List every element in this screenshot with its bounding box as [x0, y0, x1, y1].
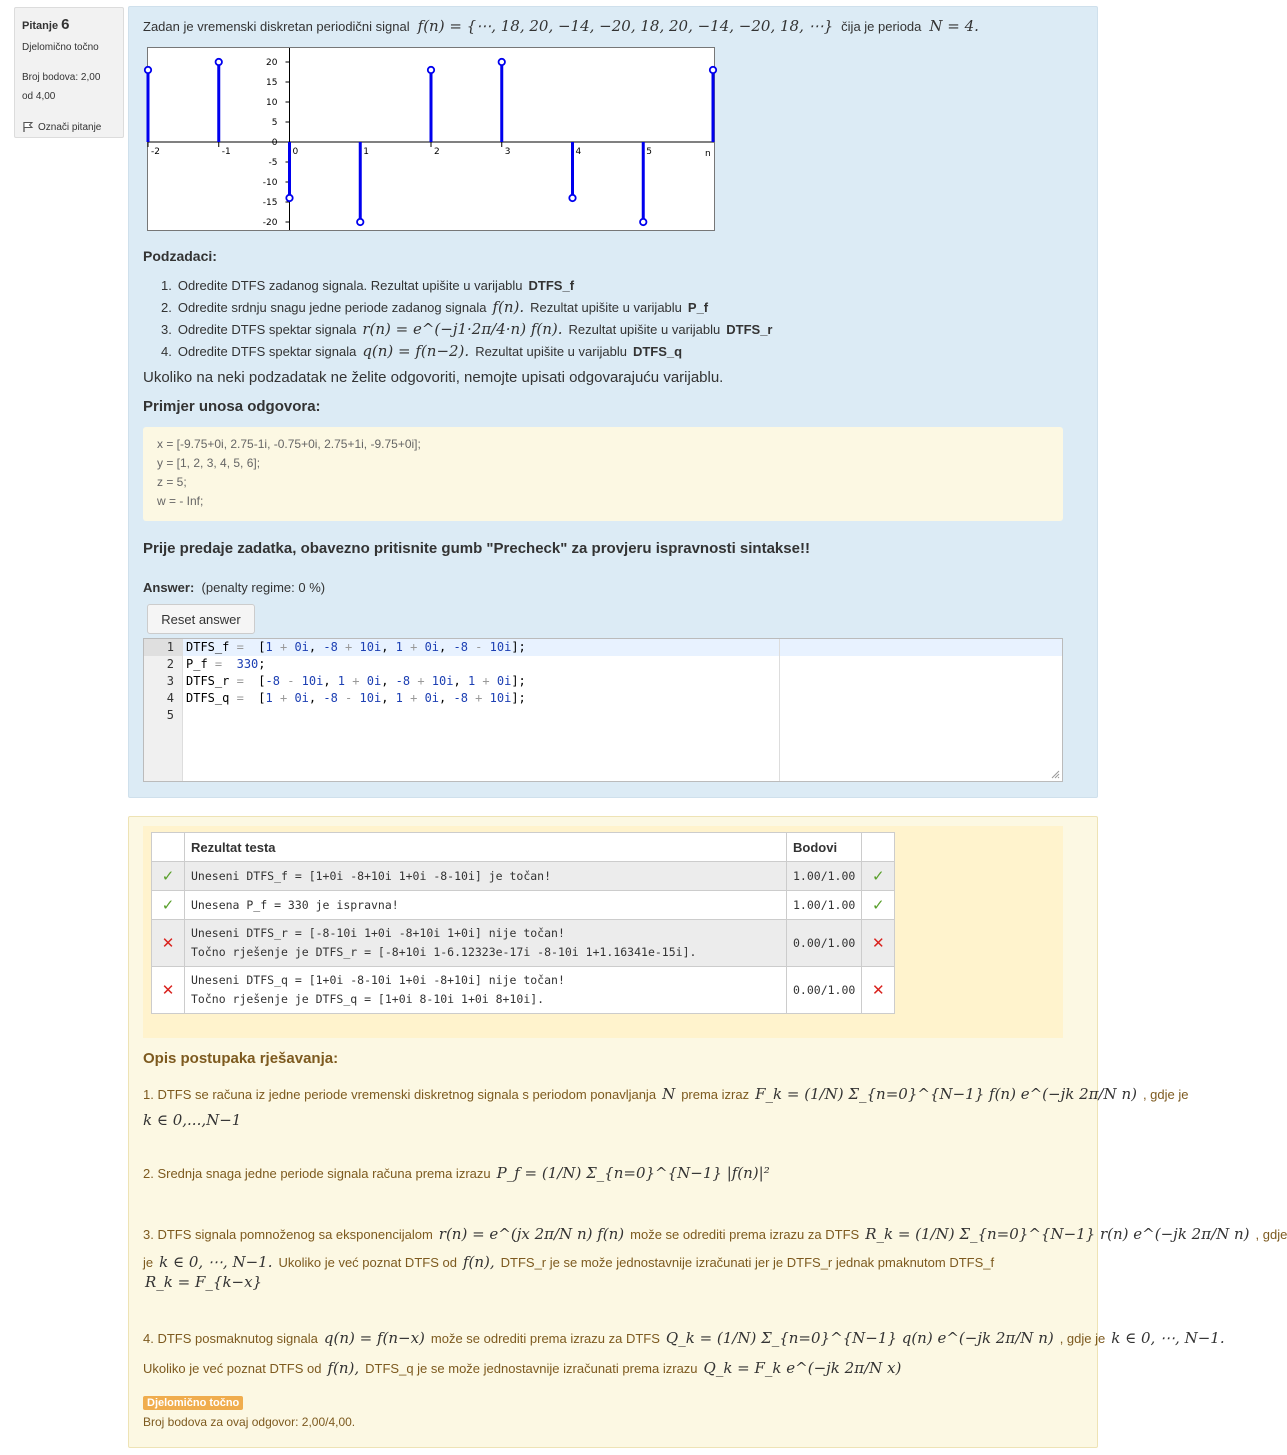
check-icon: ✓: [152, 862, 185, 891]
test-results-wrapper: [143, 826, 1063, 1038]
step-formula: k ∈ 0,...,N−1: [143, 1111, 242, 1129]
solution-step-4-line2: [143, 1359, 901, 1377]
y-tick-label: 5: [271, 118, 278, 128]
subtask-var: DTFS_r: [726, 321, 773, 337]
flag-question-link[interactable]: [22, 121, 101, 133]
stem-marker: [428, 67, 434, 73]
x-axis-label: n: [705, 149, 711, 159]
step-text: 1. DTFS se računa iz jedne periode vremenski diskretnog signala s periodom ponavljanja: [143, 1086, 657, 1102]
solution-step-4: [143, 1329, 1225, 1347]
col-result-header: Rezultat testa: [185, 833, 787, 862]
stem-marker: [216, 59, 222, 65]
solution-step-3-line2: [143, 1253, 994, 1271]
col-points-header: Bodovi: [787, 833, 862, 862]
step-text: prema izraz: [681, 1086, 750, 1102]
y-tick-label: -15: [262, 198, 278, 208]
example-line: w = - Inf;: [157, 494, 204, 508]
y-tick-label: 10: [266, 98, 278, 108]
test-results-table: [151, 832, 895, 1014]
step-formula: R_k = F_{k−x}: [145, 1273, 263, 1291]
x-tick-label: 1: [363, 147, 369, 157]
stem-marker: [710, 67, 716, 73]
step-formula: k ∈ 0, ⋯, N−1.: [1111, 1329, 1225, 1347]
subtask-num: 2.: [161, 299, 172, 315]
flag-icon: [22, 121, 34, 133]
result-text: Uneseni DTFS_f = [1+0i -8+10i 1+0i -8-10i] je točan!: [191, 868, 552, 883]
result-points: 0.00/1.00: [787, 967, 862, 1014]
stem-marker: [145, 67, 151, 73]
step-formula: k ∈ 0, ⋯, N−1.: [159, 1253, 273, 1271]
solution-step-3: [143, 1225, 1287, 1243]
reset-answer-button[interactable]: Reset answer: [147, 604, 255, 634]
step-formula: f(n),: [462, 1253, 495, 1271]
code-line-2: P_f = 330;: [186, 657, 266, 671]
question-panel: [128, 6, 1098, 798]
line-number: 3: [166, 674, 174, 688]
subtask-3: [161, 318, 773, 340]
line-number-gutter: [144, 639, 183, 781]
subtask-var: P_f: [687, 299, 709, 315]
subtask-text: Odredite DTFS spektar signala: [177, 321, 357, 337]
result-text: Uneseni DTFS_r = [-8-10i 1+0i -8+10i 1+0i] nije točan!: [191, 926, 565, 940]
subtask-var: DTFS_q: [632, 343, 683, 359]
stem-marker: [286, 195, 292, 201]
y-tick-label: 20: [266, 58, 278, 68]
table-header: [152, 833, 895, 862]
subtask-formula: f(n).: [492, 298, 525, 316]
y-tick-label: -5: [268, 158, 278, 168]
subtask-1: [161, 274, 773, 296]
code-line-1: DTFS_f = [1 + 0i, -8 + 10i, 1 + 0i, -8 - 10i];: [186, 640, 526, 654]
result-text: Uneseni DTFS_q = [1+0i -8-10i 1+0i -8+10i] nije točan!: [191, 973, 565, 987]
step-text: , gdje je: [1142, 1086, 1189, 1102]
step-formula: r(n) = e^(jx 2π/N n) f(n): [438, 1225, 625, 1243]
status-badge: Djelomično točno: [143, 1396, 243, 1410]
subtask-2: [161, 296, 773, 318]
step-text: DTFS_q je se može jednostavnije izračunati prema izrazu: [365, 1360, 698, 1376]
result-correct-text: Točno rješenje je DTFS_r = [-8+10i 1-6.12323e-17i -8-10i 1+1.16341e-15i].: [191, 945, 697, 959]
subtask-var: DTFS_f: [528, 277, 575, 293]
step-formula: q(n) = f(n−x): [323, 1329, 425, 1347]
period-text: čija je perioda: [841, 18, 922, 34]
question-state: Djelomično točno: [22, 42, 99, 53]
subtask-num: 3.: [161, 321, 172, 337]
stem-marker: [499, 59, 505, 65]
result-correct-text: Točno rješenje je DTFS_q = [1+0i 8-10i 1+0i 8+10i].: [191, 992, 545, 1006]
result-points: 1.00/1.00: [787, 891, 862, 920]
step-formula: Q_k = F_k e^(−jk 2π/N x): [703, 1359, 902, 1377]
print-margin: [779, 639, 780, 781]
table-row: [152, 967, 895, 1014]
stem-marker: [640, 219, 646, 225]
question-info-box: [14, 7, 124, 138]
code-line-3: DTFS_r = [-8 - 10i, 1 + 0i, -8 + 10i, 1 + 0i];: [186, 674, 526, 688]
cross-icon: ✕: [862, 920, 895, 967]
table-row: [152, 891, 895, 920]
step-text: 2. Srednja snaga jedne periode signala računa prema izrazu: [143, 1165, 491, 1181]
intro-text: Zadan je vremenski diskretan periodični signal: [143, 18, 410, 34]
example-box: [143, 427, 1063, 521]
check-icon: ✓: [862, 862, 895, 891]
y-tick-label: -10: [262, 178, 278, 188]
subtasks-heading: Podzadaci:: [143, 248, 217, 264]
question-points: [22, 68, 100, 106]
code-line-4: DTFS_q = [1 + 0i, -8 - 10i, 1 + 0i, -8 + 10i];: [186, 691, 526, 705]
subtask-text2: Rezultat upišite u varijablu: [530, 299, 682, 315]
feedback-panel: [128, 816, 1287, 1448]
result-points: 0.00/1.00: [787, 920, 862, 967]
subtask-4: [161, 340, 773, 362]
step-formula: N: [662, 1085, 676, 1103]
code-content[interactable]: [186, 639, 526, 724]
cross-icon: ✕: [152, 920, 185, 967]
subtask-text2: Rezultat upišite u varijablu: [475, 343, 627, 359]
points-line1: Broj bodova: 2,00: [22, 72, 101, 83]
answer-label-text: Answer:: [143, 580, 195, 595]
answer-score: Broj bodova za ovaj odgovor: 2,00/4,00.: [143, 1415, 356, 1429]
points-line2: od 4,00: [22, 91, 56, 102]
stem-marker: [569, 195, 575, 201]
line-number: 5: [166, 708, 174, 722]
step-text: 3. DTFS signala pomnoženog sa eksponencijalom: [143, 1226, 433, 1242]
subtask-num: 4.: [161, 343, 172, 359]
result-text: Unesena P_f = 330 je ispravna!: [191, 897, 399, 912]
line-number: 2: [166, 657, 174, 671]
x-tick-label: -2: [151, 147, 160, 157]
result-points: 1.00/1.00: [787, 862, 862, 891]
flag-label: Označi pitanje: [38, 121, 102, 133]
skip-note: Ukoliko na neki podzadatak ne želite odgovoriti, nemojte upisati odgovarajuću varijablu.: [143, 369, 724, 386]
stem-marker: [357, 219, 363, 225]
solution-heading: Opis postupaka rješavanja:: [143, 1050, 339, 1067]
y-tick-label: 0: [271, 138, 278, 148]
solution-step-1: [143, 1085, 1189, 1103]
cross-icon: ✕: [862, 967, 895, 1014]
x-tick-label: 5: [646, 147, 652, 157]
step-text: Ukoliko je već poznat DTFS od: [278, 1254, 457, 1270]
subtask-formula: r(n) = e^(−j1·2π/4·n) f(n).: [362, 320, 563, 338]
question-number-value: 6: [61, 16, 70, 33]
x-tick-label: 3: [504, 147, 511, 157]
example-heading: Primjer unosa odgovora:: [143, 398, 321, 415]
step-text: , gdje: [1255, 1226, 1287, 1242]
solution-step-1-range: [143, 1111, 241, 1129]
step-text: 4. DTFS posmaknutog signala: [143, 1330, 318, 1346]
question-number: [22, 16, 69, 33]
answer-label: [143, 580, 325, 595]
step-formula: Q_k = (1/N) Σ_{n=0}^{N−1} q(n) e^(−jk 2π/N n): [665, 1329, 1054, 1347]
question-intro: [143, 17, 979, 35]
step-text: je: [143, 1254, 154, 1270]
subtask-text: Odredite DTFS zadanog signala. Rezultat upišite u varijablu: [177, 277, 523, 293]
line-number: 4: [166, 691, 174, 705]
x-tick-label: 4: [575, 147, 582, 157]
step-text: može se odrediti prema izrazu za DTFS: [430, 1330, 660, 1346]
step-formula: P_f = (1/N) Σ_{n=0}^{N−1} |f(n)|²: [496, 1164, 770, 1182]
x-tick-label: 2: [434, 147, 440, 157]
table-row: [152, 862, 895, 891]
period-formula: N = 4.: [929, 17, 979, 35]
step-text: DTFS_r je se može jednostavnije izračunati jer je DTFS_r jednak pmaknutom DTFS_f: [500, 1254, 995, 1270]
example-line: x = [-9.75+0i, 2.75-1i, -0.75+0i, 2.75+1i, -9.75+0i];: [157, 437, 421, 451]
penalty-text: (penalty regime: 0 %): [201, 580, 326, 595]
subtask-text: Odredite DTFS spektar signala: [177, 343, 357, 359]
example-line: z = 5;: [157, 475, 187, 489]
subtask-num: 1.: [161, 277, 172, 293]
question-label: Pitanje: [22, 20, 59, 32]
y-tick-label: 15: [266, 78, 278, 88]
stem-plot-svg: [148, 48, 714, 230]
resize-grip-icon[interactable]: [1050, 769, 1060, 779]
solution-step-2: [143, 1164, 770, 1182]
line-number: 1: [144, 639, 182, 656]
subtask-text2: Rezultat upišite u varijablu: [568, 321, 721, 337]
solution-step-3-line3: [145, 1273, 262, 1291]
x-tick-label: -1: [221, 147, 231, 157]
subtask-formula: q(n) = f(n−2).: [362, 342, 470, 360]
code-editor[interactable]: [143, 638, 1063, 782]
cross-icon: ✕: [152, 967, 185, 1014]
precheck-warning: Prije predaje zadatka, obavezno pritisnite gumb "Precheck" za provjeru ispravnosti sintakse!!: [143, 540, 810, 557]
step-formula: R_k = (1/N) Σ_{n=0}^{N−1} r(n) e^(−jk 2π/N n): [865, 1225, 1250, 1243]
signal-formula: f(n) = {⋯, 18, 20, −14, −20, 18, 20, −14, −20, 18, ⋯}: [417, 17, 834, 35]
y-tick-label: -20: [262, 218, 278, 228]
step-formula: F_k = (1/N) Σ_{n=0}^{N−1} f(n) e^(−jk 2π/N n): [755, 1085, 1137, 1103]
table-row: [152, 920, 895, 967]
example-line: y = [1, 2, 3, 4, 5, 6];: [157, 456, 261, 470]
step-text: Ukoliko je već poznat DTFS od: [143, 1360, 322, 1376]
step-text: može se odrediti prema izrazu za DTFS: [630, 1226, 860, 1242]
subtasks-list: [161, 274, 773, 362]
signal-stem-plot: [147, 47, 715, 231]
code-line-5: [186, 707, 526, 724]
step-text: , gdje je: [1059, 1330, 1106, 1346]
check-icon: ✓: [152, 891, 185, 920]
subtask-text: Odredite srdnju snagu jedne periode zadanog signala: [177, 299, 487, 315]
x-tick-label: 0: [292, 147, 299, 157]
check-icon: ✓: [862, 891, 895, 920]
step-formula: f(n),: [327, 1359, 360, 1377]
